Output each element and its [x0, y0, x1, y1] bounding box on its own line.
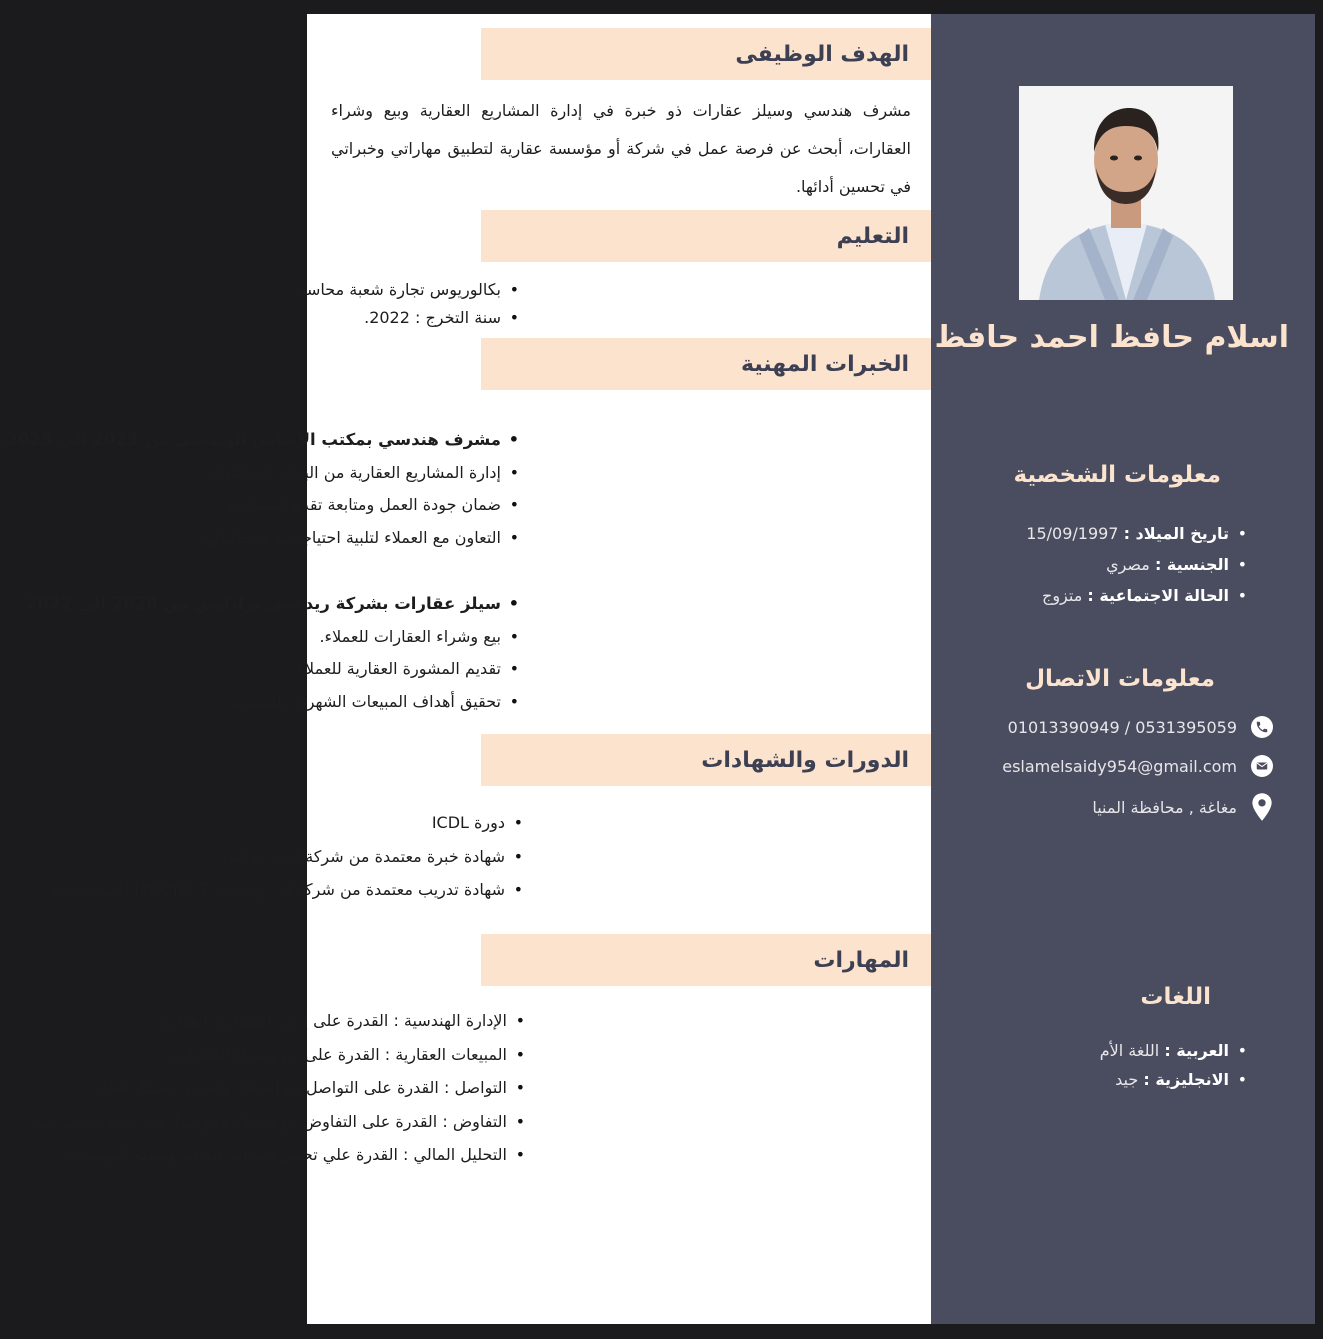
- marital-value: متزوج: [1041, 586, 1083, 605]
- skill-item: • الإدارة الهندسية : القدرة على إدارة المشاريع العقارية.: [27, 1004, 527, 1038]
- address-text: مغاغة , محافظة المنيا: [1092, 797, 1237, 817]
- skill-item: • التحليل المالي : القدرة علي تحليل البيانات الماليه وتقديم التوصيات.: [27, 1138, 527, 1172]
- education-title: التعليم: [836, 223, 909, 249]
- main-column: [0, 14, 931, 1324]
- person-name: اسلام حافظ احمد حافظ: [934, 320, 1289, 355]
- job-task: • تحقيق أهداف المبيعات الشهرية والسنوية.: [20, 686, 521, 719]
- birth-row: [1026, 518, 1249, 549]
- english-label: الانجليزية :: [1143, 1070, 1229, 1089]
- courses-list: [48, 806, 525, 907]
- experience-title: الخبرات المهنية: [740, 351, 909, 377]
- job-task: • تقديم المشورة العقارية للعملاء.: [20, 653, 521, 686]
- personal-info-list: [1026, 518, 1249, 611]
- arabic-value: اللغة الأم: [1099, 1041, 1160, 1060]
- skills-title: المهارات: [813, 947, 909, 973]
- profile-photo: [1019, 86, 1233, 300]
- skill-item: • المبيعات العقارية : القدرة على بيع وشراء العقارات.: [27, 1038, 527, 1072]
- marital-row: [1026, 580, 1249, 611]
- education-list: [288, 276, 521, 332]
- experience-job2: [20, 588, 521, 718]
- birth-value: 15/09/1997: [1026, 524, 1119, 543]
- skill-item: • التواصل : القدرة على التواصل مع العملاء والفريق بشكل فعال.: [27, 1071, 527, 1105]
- location-pin-icon: [1251, 792, 1273, 822]
- skills-header: [481, 934, 931, 986]
- objective-title: الهدف الوظيفى: [735, 41, 909, 67]
- contact-info-title: معلومات الاتصال: [1025, 666, 1215, 692]
- marital-label: الحالة الاجتماعية :: [1087, 586, 1229, 605]
- skills-list: [27, 1004, 527, 1172]
- nationality-row: [1026, 549, 1249, 580]
- courses-header: [481, 734, 931, 786]
- education-item: • سنة التخرج : 2022.: [288, 304, 521, 332]
- job-heading: • مشرف هندسي بمكتب الأساس الهندسي من 2023 الى 2025.: [0, 424, 521, 457]
- phone-text[interactable]: 0531395059 / 01013390949: [1007, 717, 1237, 737]
- objective-text: مشرف هندسي وسيلز عقارات ذو خبرة في إدارة المشاريع العقارية وبيع وشراء العقارات، أبحث عن فرصة عمل في شركة أو مؤسسة عقارية لتطبيق مهاراتي وخبراتي في تحسين أدائها.: [331, 101, 911, 196]
- languages-title: اللغات: [1140, 984, 1211, 1010]
- experience-header: [481, 338, 931, 390]
- job-task: • ضمان جودة العمل ومتابعة تقدم المشاريع.: [0, 489, 521, 522]
- job-task: • التعاون مع العملاء لتلبية احتياجاتهم ومتطلباتهم.: [0, 522, 521, 555]
- languages-list: [1100, 1036, 1249, 1094]
- mail-icon: [1251, 755, 1273, 777]
- phone-icon: [1251, 716, 1273, 738]
- address-row: [1092, 792, 1273, 822]
- objective-header: [481, 28, 931, 80]
- course-item: • شهادة تدريب معتمدة من شركة آي بروجكت IPROJECT (للمقاولات).: [48, 873, 525, 907]
- courses-title: الدورات والشهادات: [701, 747, 909, 773]
- experience-job1: [0, 424, 521, 554]
- language-arabic: [1100, 1036, 1249, 1065]
- phone-row: [1008, 716, 1273, 738]
- nationality-value: مصري: [1106, 555, 1150, 574]
- course-item: • شهادة خبرة معتمدة من شركة إيجي ترانيرز.: [48, 840, 525, 874]
- birth-label: تاريخ الميلاد :: [1123, 524, 1229, 543]
- personal-info-title: معلومات الشخصية: [1013, 462, 1221, 488]
- job-heading: • سيلز عقارات بشركة ريد سي برادايس من 2020 الى 2022.: [20, 588, 521, 621]
- resume-page: [0, 14, 1315, 1324]
- education-item: • بكالوريوس تجارة شعبة محاسبة.: [288, 276, 521, 304]
- email-row: [1002, 755, 1273, 777]
- job-task: • إدارة المشاريع العقارية من البداية إلى النهاية.: [0, 457, 521, 490]
- english-value: جيد: [1115, 1070, 1139, 1089]
- arabic-label: العربية :: [1164, 1041, 1229, 1060]
- education-header: [481, 210, 931, 262]
- person-avatar-icon: [1019, 86, 1233, 300]
- skill-item: • التفاوض : القدرة على التفاوض مع العملاء والوصول إلى اتفاقيات مرضية.: [27, 1105, 527, 1139]
- nationality-label: الجنسية :: [1154, 555, 1229, 574]
- course-item: • دورة ICDL: [48, 806, 525, 840]
- email-text[interactable]: eslamelsaidy954@gmail.com: [1002, 756, 1237, 776]
- language-english: [1100, 1065, 1249, 1094]
- job-task: • بيع وشراء العقارات للعملاء.: [20, 621, 521, 654]
